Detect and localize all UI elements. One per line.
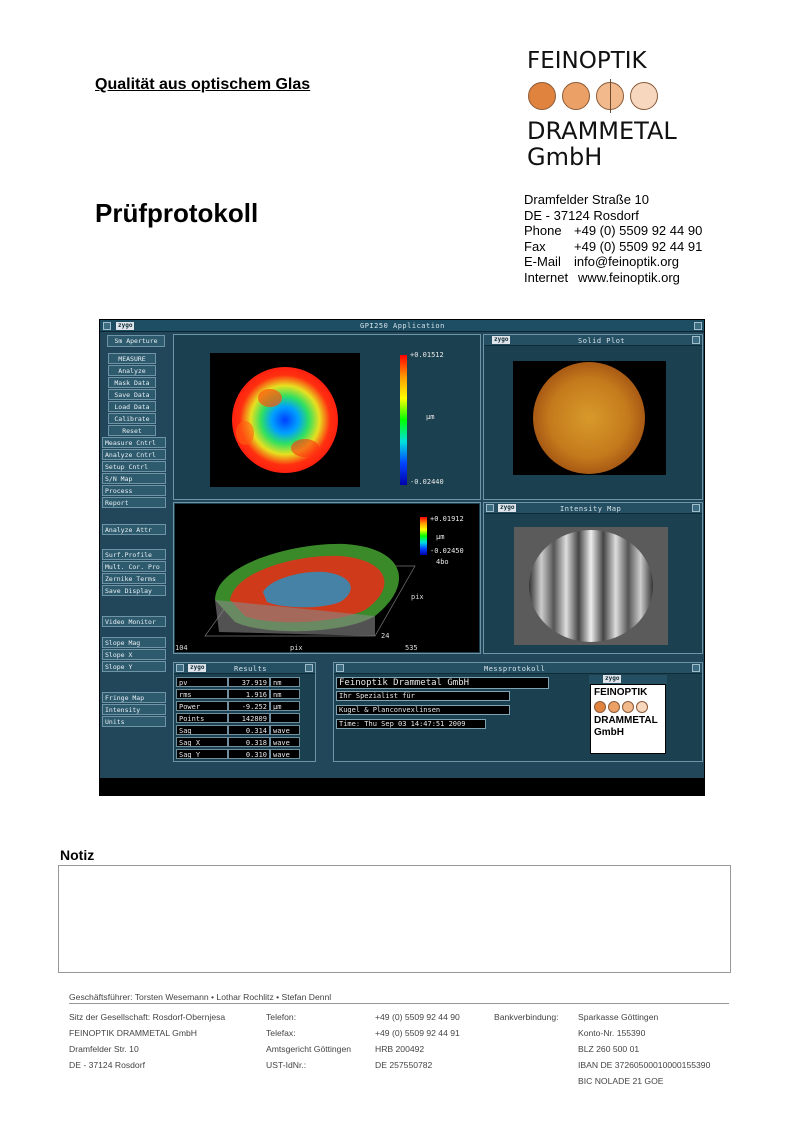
logo-dots	[528, 82, 717, 110]
oblique-plot-extra: 4bo	[436, 558, 449, 566]
logo-dot	[622, 701, 634, 713]
intensity-fringe-image	[514, 527, 668, 645]
oblique-plot-unit: µm	[436, 533, 445, 541]
oblique-x-start: 104	[175, 644, 188, 652]
address-internet: Internet www.feinoptik.org	[524, 269, 680, 285]
surf-profile-button[interactable]: Surf.Profile	[102, 549, 166, 560]
results-row	[176, 701, 300, 711]
logo-dot	[608, 701, 620, 713]
oblique-plot-panel	[173, 502, 481, 654]
results-cell: -9.252	[228, 701, 270, 711]
document-title: Prüfprotokoll	[95, 198, 259, 228]
mask-data-button[interactable]: Mask Data	[108, 377, 156, 388]
mult-cor-button[interactable]: Mult. Cor. Pro	[102, 561, 166, 572]
notes-box[interactable]	[58, 865, 731, 973]
protocol-title: Messprotokoll	[484, 665, 546, 673]
process-button[interactable]: Process	[102, 485, 166, 496]
reset-button[interactable]: Reset	[108, 425, 156, 436]
results-cell: nm	[270, 677, 300, 687]
logo-line-1: FEINOPTIK	[527, 48, 647, 74]
slope-mag-button[interactable]: Slope Mag	[102, 637, 166, 648]
address-fax: Fax +49 (0) 5509 92 44 91	[524, 238, 703, 254]
footer-col-values: +49 (0) 5509 92 44 90 +49 (0) 5509 92 44 91 HRB 200492 DE 257550782	[375, 1012, 460, 1070]
intensity-map-header	[484, 503, 702, 514]
address-street: Dramfelder Straße 10	[524, 192, 649, 207]
results-cell	[270, 713, 300, 723]
zygo-logo: zygo	[605, 675, 620, 682]
oblique-x-label: pix	[290, 644, 303, 652]
protocol-time-field[interactable]: Time: Thu Sep 03 14:47:51 2009	[336, 719, 486, 729]
intensity-button[interactable]: Intensity	[102, 704, 166, 715]
measure-ctrl-button[interactable]: Measure Cntrl	[102, 437, 166, 448]
load-data-button[interactable]: Load Data	[108, 401, 156, 412]
app-sidebar	[102, 334, 172, 728]
results-title: Results	[234, 665, 268, 673]
save-data-button[interactable]: Save Data	[108, 389, 156, 400]
filled-plot-colorbar	[400, 355, 407, 485]
solid-plot-title: Solid Plot	[578, 337, 626, 345]
solid-plot-canvas	[513, 361, 666, 475]
results-cell: 142809	[228, 713, 270, 723]
units-button[interactable]: Units	[102, 716, 166, 727]
oblique-y-label: pix	[411, 593, 424, 601]
results-cell: nm	[270, 689, 300, 699]
measure-button[interactable]: MEASURE	[108, 353, 156, 364]
results-cell: 0.310	[228, 749, 270, 759]
aperture-button[interactable]: Sm Aperture	[107, 335, 165, 347]
logo-line-2: DRAMMETAL	[527, 117, 677, 145]
footer-col-labels: Telefon: Telefax: Amtsgericht Göttingen UST-IdNr.:	[266, 1012, 352, 1070]
results-cell: 0.314	[228, 725, 270, 735]
save-display-button[interactable]: Save Display	[102, 585, 166, 596]
embedded-logo-dots	[594, 701, 662, 713]
oblique-plot-3d	[175, 504, 479, 652]
slope-x-button[interactable]: Slope X	[102, 649, 166, 660]
address-city: DE - 37124 Rosdorf	[524, 207, 639, 223]
app-window-title: GPI250 Application	[360, 322, 445, 330]
filled-plot-min: -0.02440	[410, 478, 444, 486]
footer-col-bank-label: Bankverbindung:	[494, 1012, 559, 1022]
analyze-ctrl-button[interactable]: Analyze Cntrl	[102, 449, 166, 460]
results-row	[176, 677, 300, 687]
report-button[interactable]: Report	[102, 497, 166, 508]
panel-tool-icon[interactable]	[692, 664, 700, 672]
results-cell: 1.916	[228, 689, 270, 699]
embedded-logo-line-2: DRAMMETAL	[594, 715, 658, 726]
zygo-logo: zygo	[500, 504, 515, 511]
results-cell: 0.318	[228, 737, 270, 747]
video-monitor-button[interactable]: Video Monitor	[102, 616, 166, 627]
slogan: Qualität aus optischem Glas	[95, 76, 311, 93]
results-row	[176, 737, 300, 747]
zygo-logo: zygo	[118, 322, 133, 329]
results-cell: Sag X	[176, 737, 228, 747]
results-header	[174, 663, 315, 674]
results-row	[176, 725, 300, 735]
panel-tool-icon[interactable]	[692, 336, 700, 344]
filled-plot-max: +0.01512	[410, 351, 444, 359]
fringe-map-button[interactable]: Fringe Map	[102, 692, 166, 703]
results-row	[176, 713, 300, 723]
company-logo	[527, 48, 717, 170]
logo-line-3: GmbH	[527, 143, 603, 171]
zygo-logo: zygo	[190, 664, 205, 671]
results-cell: pv	[176, 677, 228, 687]
address-phone: Phone +49 (0) 5509 92 44 90	[524, 223, 703, 239]
protocol-line-2-field[interactable]: Ihr Spezialist für	[336, 691, 510, 701]
sn-map-button[interactable]: S/N Map	[102, 473, 166, 484]
results-cell: wave	[270, 725, 300, 735]
protocol-line-3-field[interactable]: Kugel & Planconvexlinsen	[336, 705, 510, 715]
embedded-logo-line-3: GmbH	[594, 727, 624, 738]
company-address	[524, 192, 702, 286]
filled-plot-map	[210, 353, 360, 487]
panel-menu-icon[interactable]	[486, 504, 494, 512]
solid-plot-image	[513, 361, 666, 475]
oblique-plot-canvas	[175, 504, 479, 652]
intensity-map-panel	[483, 502, 703, 654]
results-cell: rms	[176, 689, 228, 699]
results-row	[176, 749, 300, 759]
intensity-map-canvas	[514, 527, 668, 645]
results-cell: µm	[270, 701, 300, 711]
logo-dot	[594, 701, 606, 713]
panel-menu-icon[interactable]	[176, 664, 184, 672]
oblique-plot-min: -0.02450	[430, 547, 464, 555]
calibrate-button[interactable]: Calibrate	[108, 413, 156, 424]
panel-menu-icon[interactable]	[336, 664, 344, 672]
filled-plot-canvas	[210, 353, 360, 487]
footer-management: Geschäftsführer: Torsten Wesemann • Lothar Rochlitz • Stefan Dennl	[69, 992, 332, 1002]
address-email: E-Mail info@feinoptik.org	[524, 254, 679, 270]
results-cell: wave	[270, 749, 300, 759]
zygo-logo: zygo	[494, 336, 509, 343]
oblique-x-end: 535	[405, 644, 418, 652]
solid-plot-header	[484, 335, 702, 346]
results-cell: Sag Y	[176, 749, 228, 759]
results-cell: 37.919	[228, 677, 270, 687]
embedded-company-logo	[590, 675, 666, 754]
oblique-plot-max: +0.01912	[430, 515, 464, 523]
protocol-header	[334, 663, 702, 674]
logo-dot	[630, 82, 658, 110]
results-cell: Power	[176, 701, 228, 711]
results-table	[176, 677, 300, 761]
embedded-logo-titlebar	[589, 675, 667, 684]
oblique-y-tick: 24	[381, 632, 390, 640]
results-cell: wave	[270, 737, 300, 747]
protocol-company-field[interactable]: Feinoptik Drammetal GmbH	[336, 677, 549, 689]
window-menu-icon[interactable]	[103, 322, 111, 330]
footer-col-company: Sitz der Gesellschaft: Rosdorf-Obernjesa FEINOPTIK DRAMMETAL GmbH Dramfelder Str. 10 DE - 37124 Rosdorf	[69, 1012, 226, 1070]
analyze-button[interactable]: Analyze	[108, 365, 156, 376]
results-row	[176, 689, 300, 699]
slope-y-button[interactable]: Slope Y	[102, 661, 166, 672]
embedded-logo-line-1: FEINOPTIK	[594, 687, 648, 698]
results-panel	[173, 662, 316, 762]
notes-label: Notiz	[60, 847, 95, 863]
results-cell: Points	[176, 713, 228, 723]
solid-plot-panel	[483, 334, 703, 500]
panel-tool-icon[interactable]	[692, 504, 700, 512]
results-cell: Sag	[176, 725, 228, 735]
panel-tool-icon[interactable]	[305, 664, 313, 672]
oblique-plot-colorbar	[420, 517, 427, 555]
footer-col-bank: Sparkasse Göttingen Konto-Nr. 155390 BLZ 260 500 01 IBAN DE 37260500010000155390 BIC NOLADE 21 GOE	[578, 1012, 711, 1086]
filled-plot-panel	[173, 334, 481, 500]
window-tool-icon[interactable]	[694, 322, 702, 330]
screen-bottom-bar	[100, 778, 705, 796]
footer-rule	[69, 1003, 729, 1004]
intensity-map-title: Intensity Map	[560, 505, 622, 513]
setup-ctrl-button[interactable]: Setup Cntrl	[102, 461, 166, 472]
logo-dot-crosshair	[596, 82, 624, 110]
interferometer-screenshot	[99, 319, 705, 796]
logo-dot	[636, 701, 648, 713]
logo-dot	[562, 82, 590, 110]
zernike-button[interactable]: Zernike Terms	[102, 573, 166, 584]
logo-dot	[528, 82, 556, 110]
filled-plot-unit: µm	[426, 413, 435, 421]
analyze-attr-button[interactable]: Analyze Attr	[102, 524, 166, 535]
app-title-bar	[100, 320, 705, 332]
